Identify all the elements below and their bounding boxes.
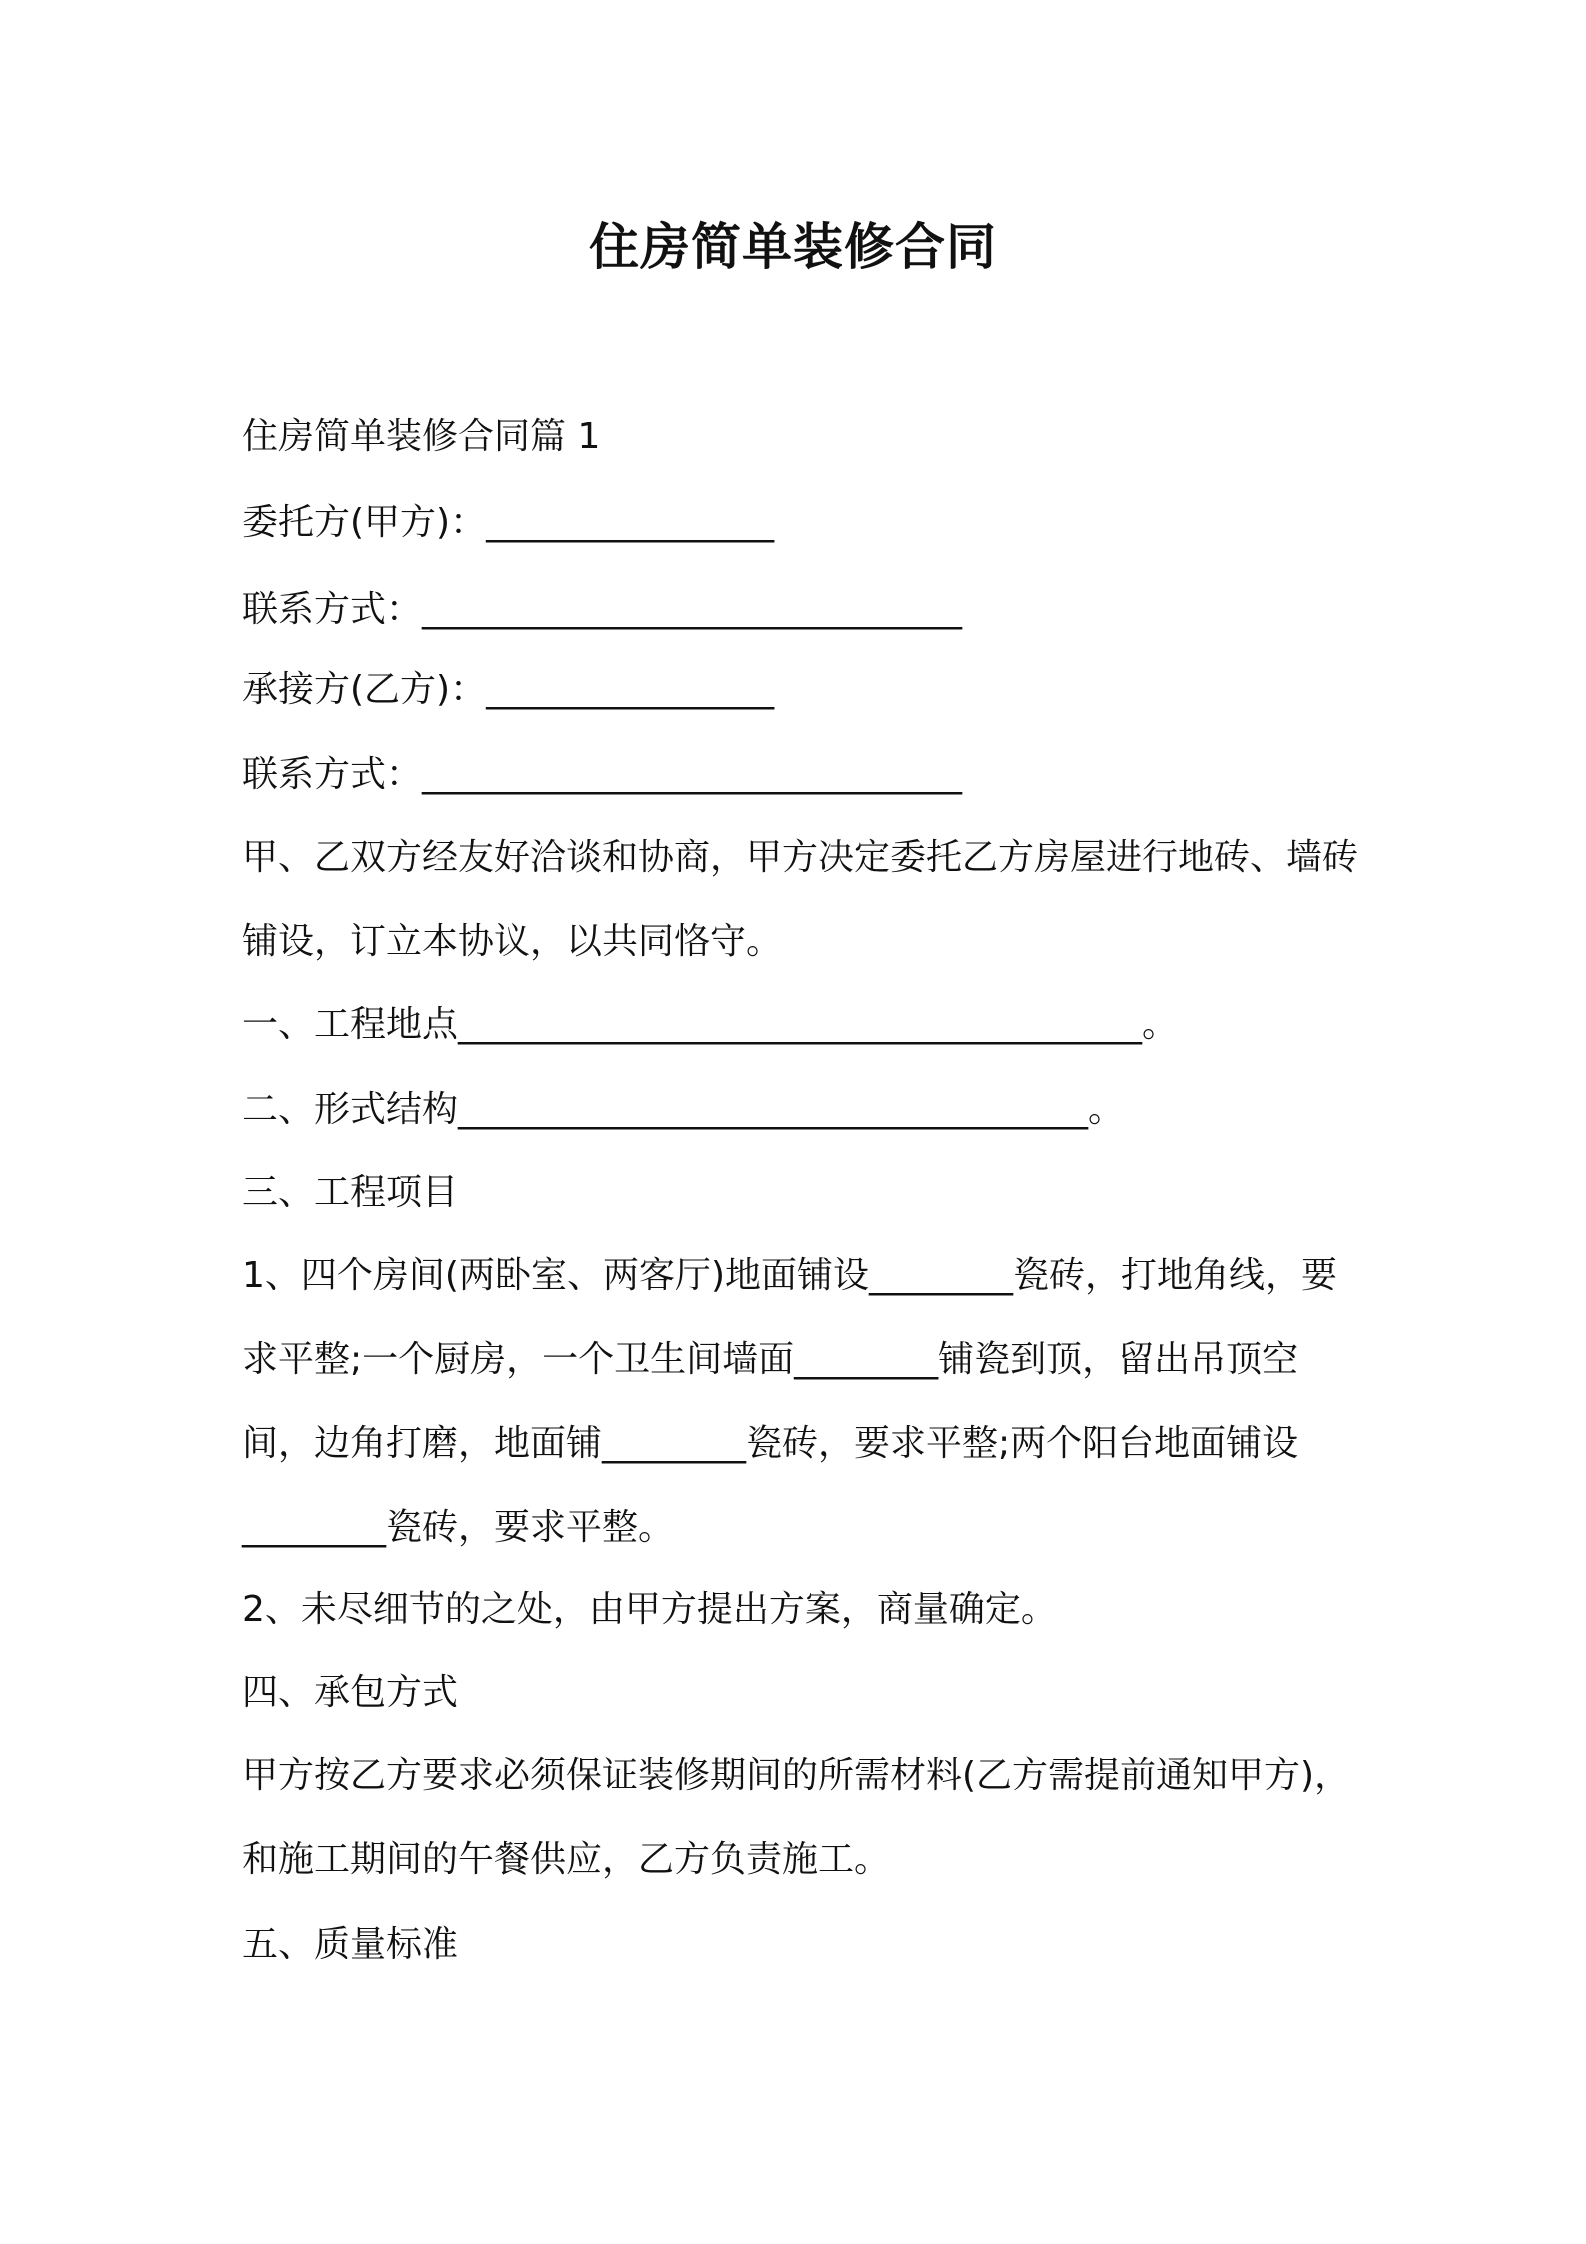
party-b-field: 承接方(乙方)：________________ — [242, 669, 775, 710]
contact-a-field: 联系方式：______________________________ — [242, 589, 963, 630]
section-2-structure: 二、形式结构___________________________________。 — [242, 1089, 1125, 1130]
item-2-paragraph: 2、未尽细节的之处，由甲方提出方案，商量确定。 — [242, 1589, 1057, 1630]
party-a-field: 委托方(甲方)：________________ — [242, 502, 775, 543]
document-subtitle: 住房简单装修合同篇 1 — [242, 416, 601, 457]
item-1-paragraph: 1、四个房间(两卧室、两客厅)地面铺设________瓷砖，打地角线，要求平整;一个厨房，一个卫生间墙面________铺瓷到顶，留出吊顶空间，边角打磨，地面铺________瓷砖，要求平整;两个阳台地面铺设________瓷砖，要求平整。 — [242, 1255, 1337, 1548]
section-4-heading: 四、承包方式 — [242, 1672, 459, 1713]
intro-paragraph: 甲、乙双方经友好洽谈和协商，甲方决定委托乙方房屋进行地砖、墙砖铺设，订立本协议，以共同恪守。 — [242, 837, 1359, 962]
section-1-location: 一、工程地点______________________________________。 — [242, 1004, 1179, 1045]
section-5-heading: 五、质量标准 — [242, 1924, 459, 1965]
section-3-heading: 三、工程项目 — [242, 1172, 459, 1213]
contract-mode-paragraph: 甲方按乙方要求必须保证装修期间的所需材料(乙方需提前通知甲方)，和施工期间的午餐供应，乙方负责施工。 — [242, 1755, 1351, 1880]
document-title: 住房简单装修合同 — [589, 218, 997, 276]
contact-b-field: 联系方式：______________________________ — [242, 754, 963, 795]
